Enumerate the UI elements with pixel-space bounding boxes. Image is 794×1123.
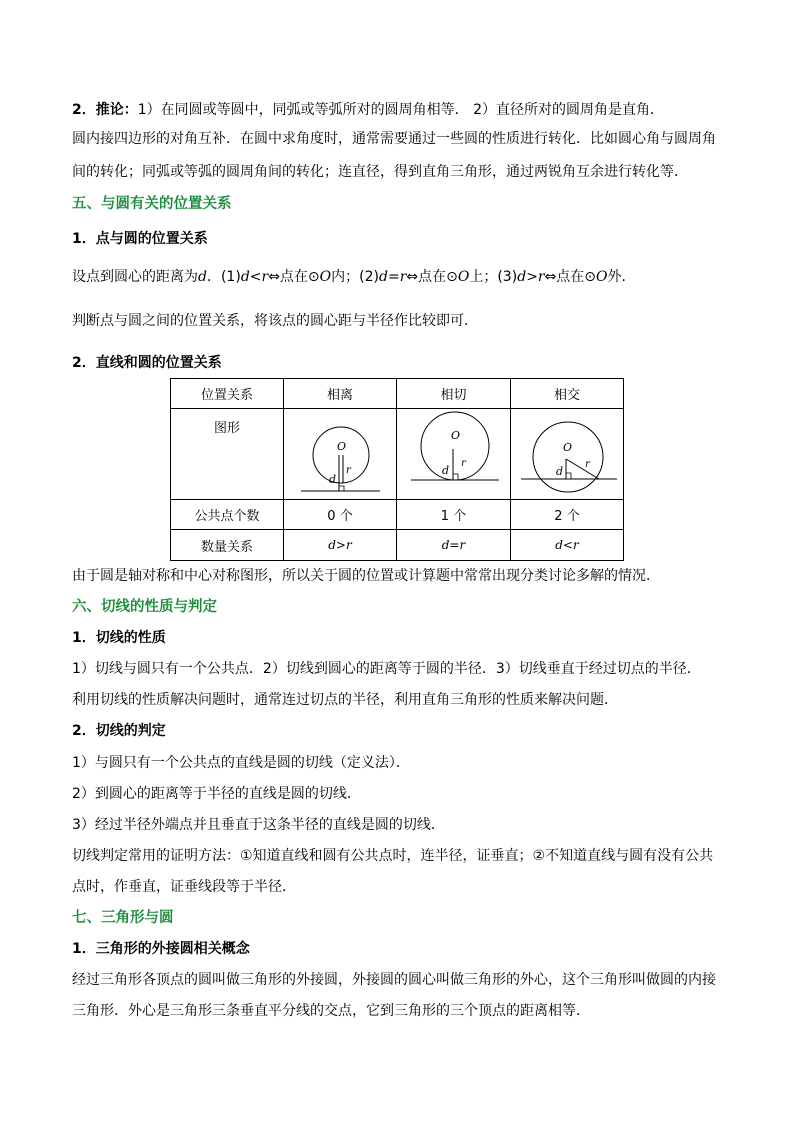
- p1-c3: d>r: [517, 269, 545, 285]
- circumcircle-text-1: 经过三角形各顶点的圆叫做三角形的外接圆，外接圆的圆心叫做三角形的外心，这个三角形叫做圆的内接: [72, 972, 716, 988]
- center-label: O: [337, 440, 347, 453]
- d-label: d: [556, 465, 564, 478]
- qty-cell: d=r: [397, 530, 511, 561]
- p1-o1: O: [319, 269, 332, 285]
- qty-cell: d<r: [511, 530, 624, 561]
- section5-sub2: 2．直线和圆的位置关系: [72, 355, 222, 371]
- p1-c1: d<r: [240, 269, 269, 285]
- table-row: [171, 379, 624, 409]
- count-label-cell: 公共点个数: [171, 500, 284, 530]
- point-circle-text: [72, 266, 636, 288]
- d-label: d: [442, 464, 450, 477]
- count-cell: 2 个: [511, 500, 624, 530]
- section6-sub2: 2．切线的判定: [72, 723, 166, 739]
- p1-o2: O: [457, 269, 470, 285]
- figure-label: 图形: [213, 421, 240, 436]
- p1-d: d: [198, 269, 207, 285]
- figure-intersect-cell: [511, 409, 624, 500]
- figure-separate: [284, 409, 396, 495]
- d-label: d: [329, 473, 337, 486]
- tangent-property-1: 1）切线与圆只有一个公共点．2）切线到圆心的距离等于圆的半径．3）切线垂直于经过切点的半径．: [72, 661, 701, 677]
- circle-shape: [421, 412, 489, 480]
- figure-intersect: [511, 409, 623, 495]
- table-row: [171, 409, 624, 500]
- p1-b3: 内；(2): [331, 269, 379, 285]
- section7-sub1: 1．三角形的外接圆相关概念: [72, 941, 250, 957]
- tangent-property-2: 利用切线的性质解决问题时，通常连过切点的半径，利用直角三角形的性质来解决问题．: [72, 692, 618, 708]
- p1-a: 设点到圆心的距离为: [72, 269, 198, 285]
- right-angle-mark: [453, 474, 458, 480]
- p1-o3: O: [596, 269, 608, 285]
- inference-line-2: 圆内接四边形的对角互补．在圆中求角度时，通常需要通过一些圆的性质进行转化．比如圆心角与圆周角: [72, 131, 716, 147]
- figure-tangent-cell: [397, 409, 511, 500]
- right-angle-mark: [566, 473, 571, 479]
- p1-b4: ⇔点在⊙: [406, 269, 458, 285]
- r-label: r: [585, 459, 590, 470]
- figure-separate-cell: [284, 409, 397, 500]
- inference-line-3: 间的转化；同弧或等弧的圆周角间的转化；连直径，得到直角三角形，通过两锐角互余进行转化等．: [72, 164, 688, 180]
- point-circle-note: 判断点与圆之间的位置关系，将该点的圆心距与半径作比较即可．: [72, 313, 478, 329]
- inference-line-1: [72, 99, 664, 121]
- section6-heading: 六、切线的性质与判定: [72, 599, 217, 615]
- r-label: r: [346, 465, 351, 476]
- circle-shape: [533, 422, 603, 492]
- line-circle-table: [170, 378, 624, 561]
- p1-b7: 外．: [607, 269, 636, 285]
- p1-b6: ⇔点在⊙: [544, 269, 597, 285]
- tangent-judge-3: 3）经过半径外端点并且垂直于这条半径的直线是圆的切线．: [72, 817, 445, 833]
- center-label: O: [451, 429, 461, 442]
- table-header-cell: 相离: [284, 379, 397, 409]
- figure-tangent: [397, 409, 510, 495]
- circle-shape: [313, 427, 369, 483]
- section6-sub1: 1．切线的性质: [72, 630, 166, 646]
- tangent-method-2: 点时，作垂直，证垂线段等于半径．: [72, 879, 296, 895]
- figure-label-cell: [171, 409, 284, 500]
- count-cell: 0 个: [284, 500, 397, 530]
- r-label: r: [461, 458, 466, 469]
- inference-text: 1）在同圆或等圆中，同弧或等弧所对的圆周角相等． 2）直径所对的圆周角是直角．: [137, 102, 665, 118]
- tangent-judge-1: 1）与圆只有一个公共点的直线是圆的切线（定义法）．: [72, 755, 410, 771]
- p1-b2: ⇔点在⊙: [268, 269, 320, 285]
- circumcircle-text-2: 三角形．外心是三角形三条垂直平分线的交点，它到三角形的三个顶点的距离相等．: [72, 1003, 590, 1019]
- qty-cell: d>r: [284, 530, 397, 561]
- qty-label-cell: 数量关系: [171, 530, 284, 561]
- right-angle-mark: [339, 486, 344, 491]
- table-row: [171, 500, 624, 530]
- section5-heading: 五、与圆有关的位置关系: [72, 196, 232, 212]
- section5-sub1: 1．点与圆的位置关系: [72, 231, 208, 247]
- table-header-cell: 相交: [511, 379, 624, 409]
- symmetry-note: 由于圆是轴对称和中心对称图形，所以关于圆的位置或计算题中常常出现分类讨论多解的情况．: [72, 568, 660, 584]
- section7-heading: 七、三角形与圆: [72, 910, 174, 926]
- p1-c2: d=r: [379, 269, 407, 285]
- tangent-judge-2: 2）到圆心的距离等于半径的直线是圆的切线．: [72, 786, 361, 802]
- count-cell: 1 个: [397, 500, 511, 530]
- table-header-cell: 相切: [397, 379, 511, 409]
- p1-b: ．(1): [206, 269, 241, 285]
- center-label: O: [563, 441, 573, 454]
- table-row: [171, 530, 624, 561]
- inference-title: 推论：: [95, 102, 138, 118]
- table-header-cell: 位置关系: [171, 379, 284, 409]
- tangent-method-1: 切线判定常用的证明方法：①知道直线和圆有公共点时，连半径，证垂直；②不知道直线与圆有没有公共: [72, 848, 714, 864]
- p1-b5: 上；(3): [469, 269, 518, 285]
- inference-number: 2．: [72, 102, 96, 118]
